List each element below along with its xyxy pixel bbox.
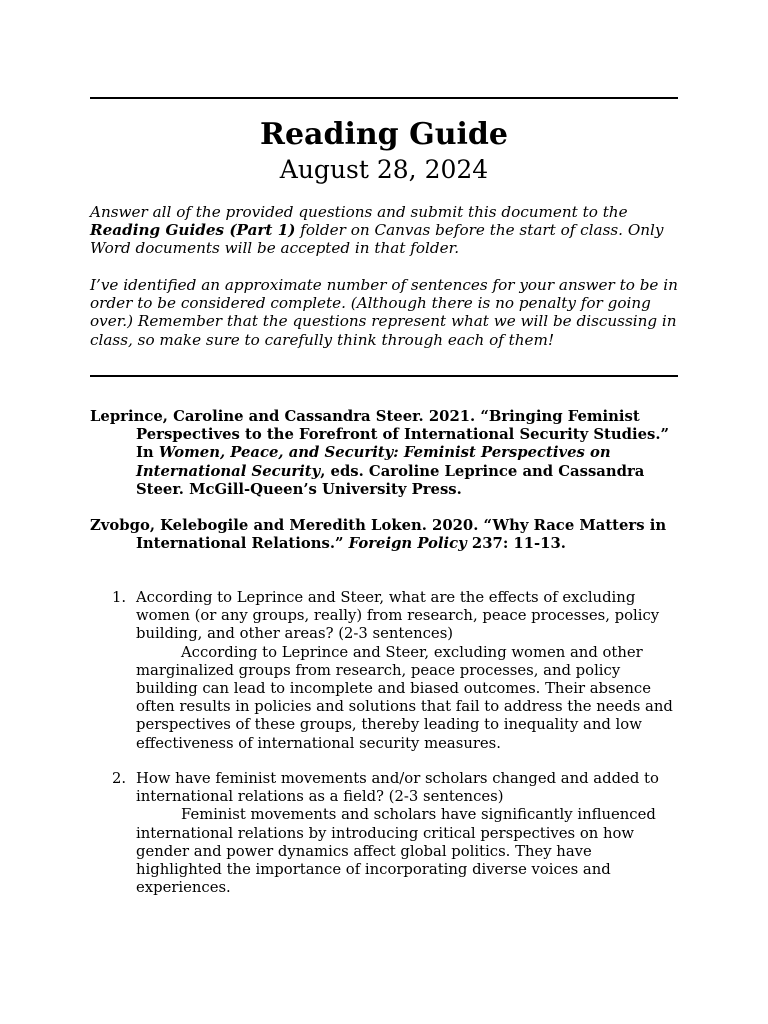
instructions-text: Answer all of the provided questions and submit this document to the xyxy=(90,203,628,221)
question-item-1 xyxy=(90,589,678,753)
citation-text: 237: 11-13. xyxy=(466,535,566,553)
citation-1 xyxy=(90,408,678,499)
question-number: 2. xyxy=(112,770,127,787)
document-title: Reading Guide xyxy=(260,117,508,152)
citation-text: Leprince, Caroline and Cassandra Steer. 2021. “Bringing Feminist Perspectives to the Forefront of International Security Studies.” In xyxy=(90,408,669,462)
citation-text: , eds. Caroline Leprince and Cassandra Steer. McGill-Queen’s University Press. xyxy=(136,462,645,498)
document-date: August 28, 2024 xyxy=(279,155,489,184)
top-divider xyxy=(90,97,678,99)
question-text: How have feminist movements and/or scholars changed and added to international relations as a field? (2-3 sentences) xyxy=(136,770,659,806)
citation-book-title: Women, Peace, and Security: Feminist Perspectives on International Security xyxy=(136,444,611,480)
instructions-folder-name: Reading Guides (Part 1) xyxy=(90,221,296,240)
instructions-paragraph-2: I’ve identified an approximate number of sentences for your answer to be in order to be considered complete. (Although there is no penalty for going over.) Remember that the questions represent what we will be discussing in class, so make sure to carefully think through each of them! xyxy=(90,276,678,349)
question-list-1 xyxy=(90,589,678,753)
citation-2 xyxy=(90,517,678,553)
answer-text[interactable]: According to Leprince and Steer, excluding women and other marginalized groups from research, peace processes, and policy building can lead to incomplete and biased outcomes. Their absence often results in policies and solutions that fail to address the needs and perspectives of these groups, thereby leading to inequality and low effectiveness of international security measures. xyxy=(136,643,673,752)
question-number: 1. xyxy=(112,589,127,606)
instructions-text: folder on Canvas before the start of class. Only Word documents will be accepted in that folder. xyxy=(90,221,664,258)
question-text: According to Leprince and Steer, what are the effects of excluding women (or any groups, really) from research, peace processes, policy building, and other areas? (2-3 sentences) xyxy=(136,589,660,643)
citation-journal-title: Foreign Policy xyxy=(348,535,467,553)
instructions-paragraph-1 xyxy=(90,203,678,258)
question-item-2 xyxy=(90,770,678,897)
section-divider xyxy=(90,375,678,377)
answer-text[interactable]: Feminist movements and scholars have significantly influenced international relations by introducing critical perspectives on how gender and power dynamics affect global politics. They have highlighted the importance of incorporating diverse voices and experiences. xyxy=(136,806,656,897)
citation-text: Zvobgo, Kelebogile and Meredith Loken. 2020. “Why Race Matters in International Relations.” xyxy=(90,517,667,553)
question-list-2 xyxy=(90,770,678,897)
